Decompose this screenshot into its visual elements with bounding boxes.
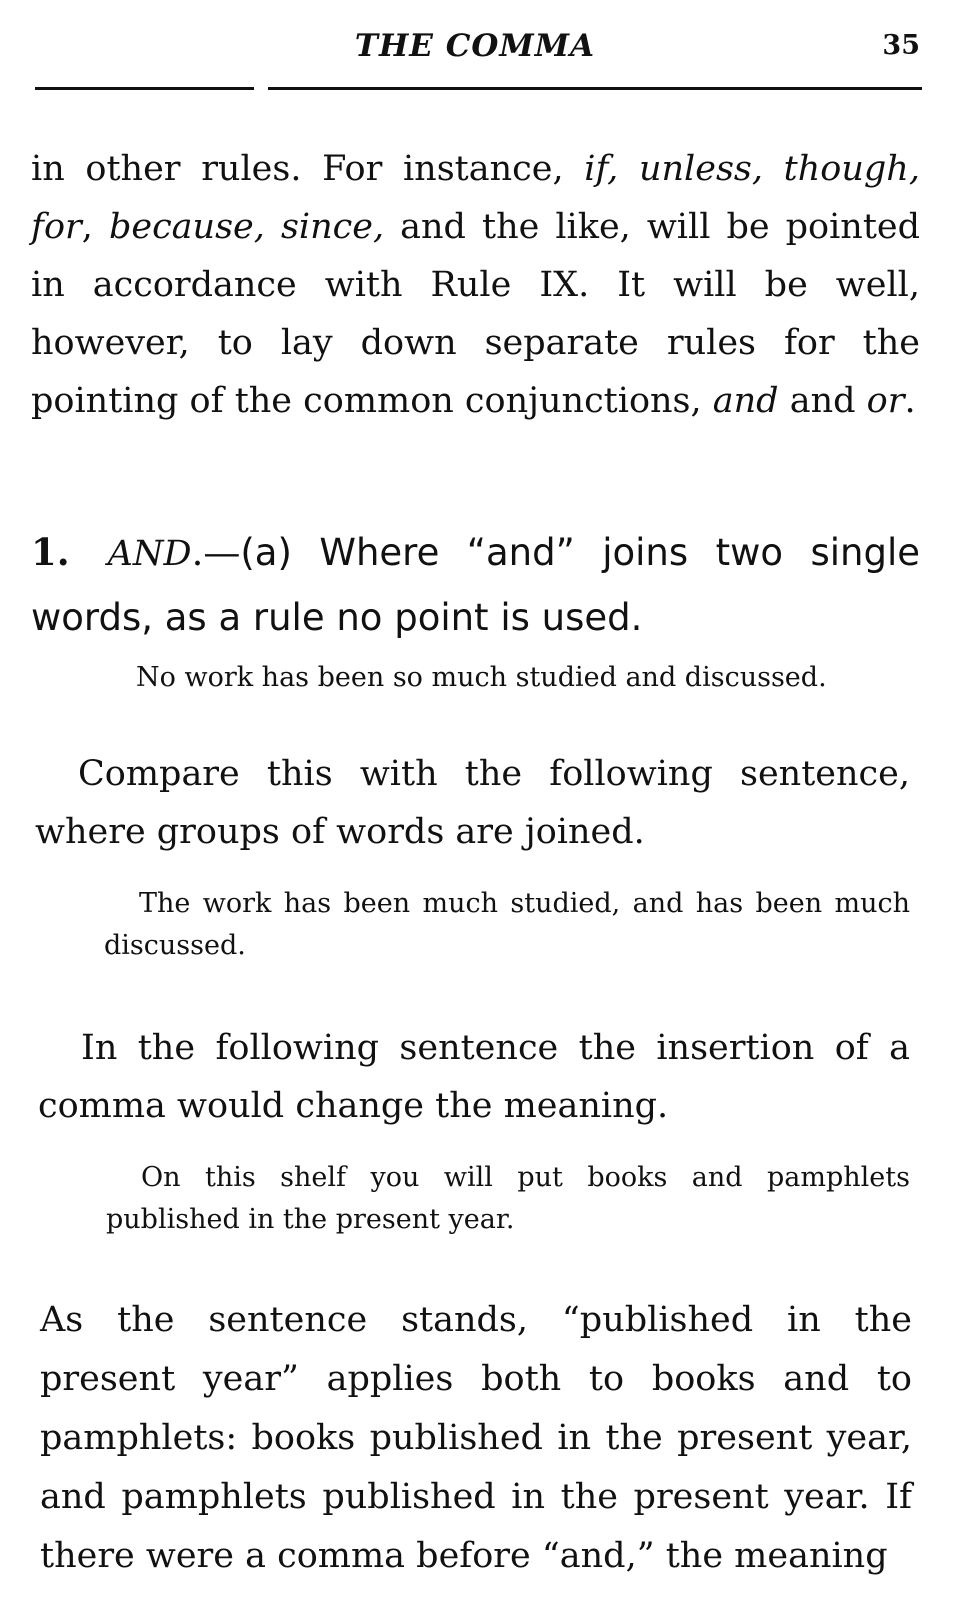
intro-space-2 bbox=[763, 149, 784, 189]
intro-text-part-3: and bbox=[778, 381, 867, 421]
intro-comma-1: , bbox=[81, 207, 109, 247]
compare-paragraph: Compare this with the following sentence, where groups of words are joined. bbox=[35, 754, 910, 852]
intro-text-part-1: in other rules. For instance, bbox=[31, 149, 585, 189]
term-since: since, bbox=[280, 207, 385, 247]
running-head bbox=[30, 28, 920, 76]
intro-period: . bbox=[904, 381, 916, 421]
example-sentence-3: On this shelf you will put books and pamphlets published in the present year. bbox=[106, 1162, 910, 1235]
term-though: though, bbox=[783, 149, 920, 189]
running-title: THE COMMA bbox=[354, 28, 596, 64]
following-paragraph: In the following sentence the insertion of a comma would change the meaning. bbox=[38, 1028, 910, 1126]
rule-label: (a) bbox=[240, 531, 292, 574]
header-rule-left bbox=[35, 87, 254, 90]
page-number: 35 bbox=[882, 30, 920, 61]
intro-paragraph bbox=[31, 140, 920, 430]
term-if: if, bbox=[584, 149, 619, 189]
rule-dash: .— bbox=[191, 531, 241, 574]
term-unless: unless, bbox=[638, 149, 763, 189]
term-for: for bbox=[31, 207, 82, 247]
intro-space-4 bbox=[265, 207, 281, 247]
rule-text: Where “and” joins two single words, as a rule no point is used. bbox=[31, 531, 920, 639]
final-paragraph: As the sentence stands, “published in the present year” applies both to books and to pamphlets: books published in the present year, and pamphlets published in the present year. If there were a comma before “and,” the meaning bbox=[40, 1300, 912, 1576]
intro-text-part-2: and the like, will be pointed in accordance with Rule IX. It will be well, however, to lay down separate rules for the pointing of the common conjunctions, bbox=[31, 207, 920, 421]
term-or: or bbox=[866, 381, 905, 421]
intro-space-1 bbox=[618, 149, 639, 189]
rule-heading bbox=[31, 520, 920, 650]
header-rule-right bbox=[268, 87, 922, 90]
rule-term: AND bbox=[107, 534, 192, 574]
term-and: and bbox=[712, 381, 779, 421]
rule-number: 1. bbox=[31, 530, 70, 574]
example-sentence-1: No work has been so much studied and discussed. bbox=[136, 662, 827, 693]
example-sentence-2: The work has been much studied, and has been much discussed. bbox=[104, 888, 910, 961]
term-because: because, bbox=[108, 207, 265, 247]
